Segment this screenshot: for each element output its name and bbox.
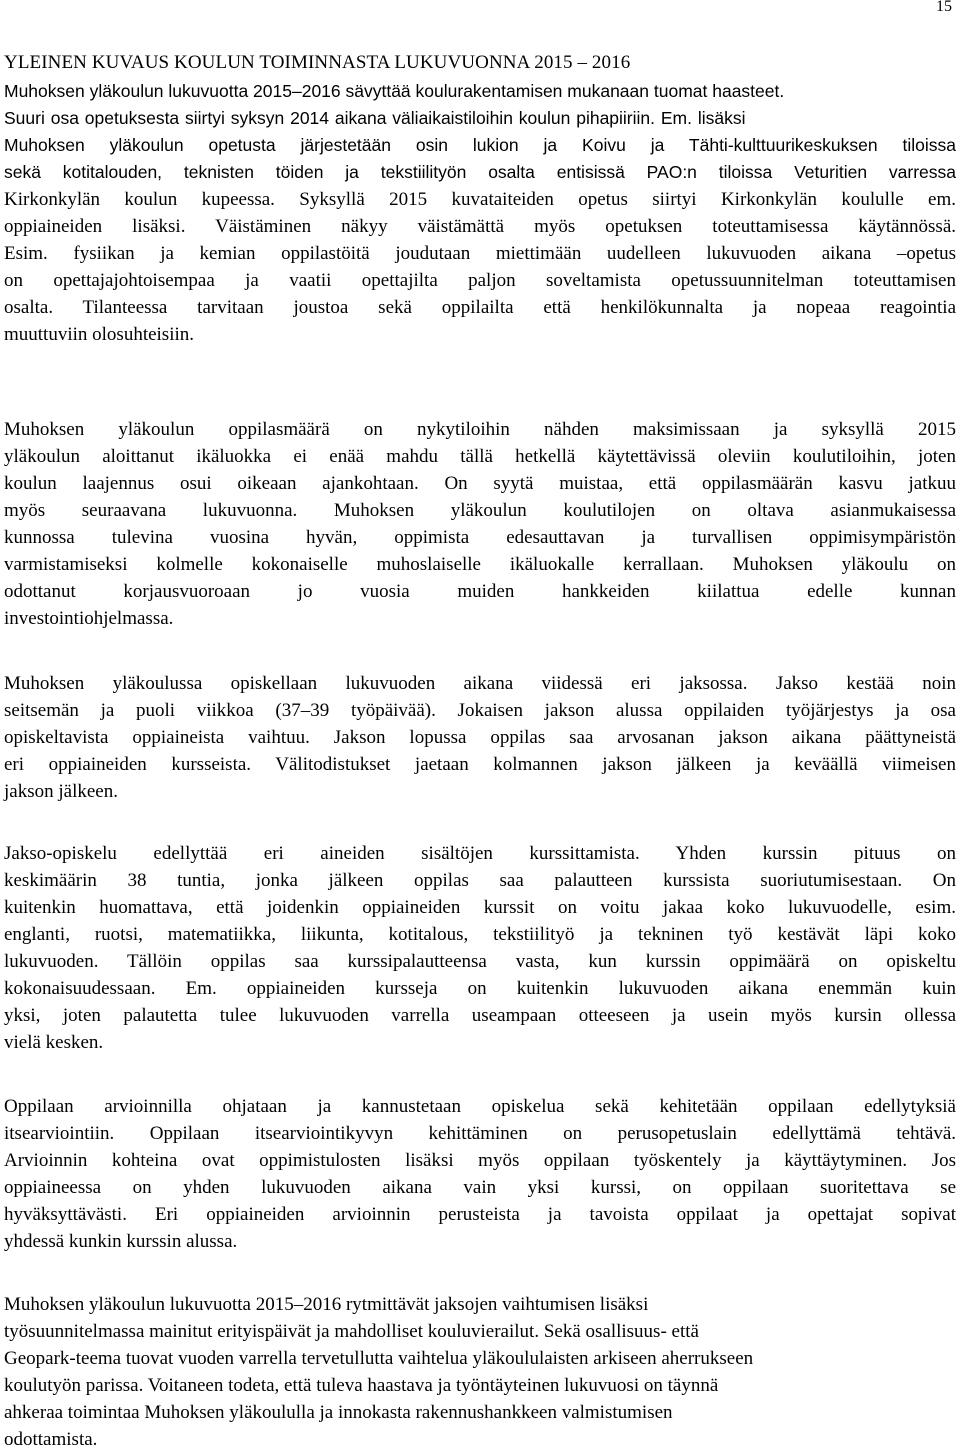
paragraph-line: yhdessä kunkin kurssin alussa. — [4, 1231, 238, 1252]
paragraph-line: osalta. Tilanteessa tarvitaan joustoa sekä oppilailta että henkilökunnalta ja nopeaa reagointia — [4, 297, 956, 318]
paragraph-line: Jakso-opiskelu edellyttää eri aineiden sisältöjen kurssittamista. Yhden kurssin pituus on — [4, 843, 956, 864]
paragraph-line: ahkeraa toimintaa Muhoksen yläkoululla ja innokasta rakennushankkeen valmistumisen — [4, 1402, 673, 1423]
paragraph-line: Muhoksen yläkoulun lukuvuotta 2015–2016 rytmittävät jaksojen vaihtumisen lisäksi — [4, 1294, 649, 1315]
paragraph-line: englanti, ruotsi, matematiikka, liikunta, kotitalous, tekstiilityö ja tekninen työ kestävät läpi koko — [4, 924, 956, 945]
paragraph-line: työsuunnitelmassa mainitut erityispäivät ja mahdolliset kouluvierailut. Sekä osallisuus- että — [4, 1321, 699, 1342]
paragraph-line: Suuri osa opetuksesta siirtyi syksyn 2014 aikana väliaikaistiloihin koulun pihapiiriin. Em. lisäksi — [4, 108, 746, 128]
paragraph-line: Oppilaan arvioinnilla ohjataan ja kannustetaan opiskelua sekä kehitetään oppilaan edellytyksiä — [4, 1096, 956, 1117]
paragraph-line: Kirkonkylän koulun kupeessa. Syksyllä 2015 kuvataiteiden opetus siirtyi Kirkonkylän koululle em. — [4, 189, 956, 210]
paragraph-line: oppiaineiden lisäksi. Väistäminen näkyy väistämättä myös opetuksen toteuttamisessa käytännössä. — [4, 216, 956, 237]
paragraph-line: koulutyön parissa. Voitaneen todeta, että tuleva haastava ja työntäyteinen lukuvuosi on täynnä — [4, 1375, 719, 1396]
paragraph-line: kunnossa tulevina vuosina hyvän, oppimista edesauttavan ja turvallisen oppimisympäristön — [4, 527, 956, 548]
paragraph-line: lukuvuoden. Tällöin oppilas saa kurssipalautteensa vasta, kun kurssin oppimäärä on opiskeltu — [4, 951, 956, 972]
paragraph-line: Muhoksen yläkoulun opetusta järjestetään osin lukion ja Koivu ja Tähti-kulttuurikeskuksen tiloissa — [4, 135, 956, 155]
paragraph-line: on opettajajohtoisempaa ja vaatii opettajilta paljon soveltamista opetussuunnitelman toteuttamisen — [4, 270, 956, 291]
paragraph-assessment — [4, 1093, 956, 1255]
paragraph-line: kuitenkin huomattava, että joidenkin oppiaineiden kurssit on voitu jakaa koko lukuvuodelle, esim. — [4, 897, 956, 918]
paragraph-line: investointiohjelmassa. — [4, 608, 174, 629]
paragraph-line: Muhoksen yläkoulun oppilasmäärä on nykytiloihin nähden maksimissaan ja syksyllä 2015 — [4, 419, 956, 440]
page-title: YLEINEN KUVAUS KOULUN TOIMINNASTA LUKUVUONNA 2015 – 2016 — [4, 52, 631, 73]
paragraph-line: eri oppiaineiden kursseista. Välitodistukset jaetaan kolmannen jakson jälkeen ja keväällä viimeisen — [4, 754, 956, 775]
paragraph-line: muuttuviin olosuhteisiin. — [4, 324, 195, 345]
page-number: 15 — [936, 0, 952, 15]
paragraph-line: oppiaineessa on yhden lukuvuoden aikana vain yksi kurssi, on oppilaan suoritettava se — [4, 1177, 956, 1198]
paragraph-line: Muhoksen yläkoulussa opiskellaan lukuvuoden aikana viidessä eri jaksossa. Jakso kestää noin — [4, 673, 956, 694]
paragraph-line: Arvioinnin kohteina ovat oppimistulosten lisäksi myös oppilaan työskentely ja käyttäytyminen. Jos — [4, 1150, 956, 1171]
paragraph-line: kokonaisuudessaan. Em. oppiaineiden kursseja on kuitenkin lukuvuoden aikana enemmän kuin — [4, 978, 956, 999]
paragraph-school-year-rhythm — [4, 1291, 956, 1453]
paragraph-line: odottamista. — [4, 1429, 98, 1450]
paragraph-line: hyväksyttävästi. Eri oppiaineiden arvioinnin perusteista ja tavoista oppilaat ja opettajat sopivat — [4, 1204, 956, 1225]
paragraph-line: opiskeltavista oppiaineista vaihtuu. Jakson lopussa oppilas saa arvosanan jakson aikana päättyneistä — [4, 727, 956, 748]
paragraph-line: jakson jälkeen. — [4, 781, 118, 802]
paragraph-line: Muhoksen yläkoulun lukuvuotta 2015–2016 sävyttää koulurakentamisen mukanaan tuomat haasteet. — [4, 81, 785, 101]
paragraph-line: varmistamiseksi kolmelle kokonaiselle muhoslaiselle ikäluokalle kerrallaan. Muhoksen yläkoulu on — [4, 554, 956, 575]
paragraph-student-numbers — [4, 416, 956, 632]
paragraph-line: Geopark-teema tuovat vuoden varrella tervetullutta vaihtelua yläkoululaisten arkiseen aherrukseen — [4, 1348, 754, 1369]
paragraph-courses — [4, 840, 956, 1056]
paragraph-school-renovation — [4, 78, 956, 348]
paragraph-line: seitsemän ja puoli viikkoa (37–39 työpäivää). Jokaisen jakson alussa oppilaiden työjärjestys ja osa — [4, 700, 956, 721]
paragraph-line: myös seuraavana lukuvuonna. Muhoksen yläkoulun koulutilojen on oltava asianmukaisessa — [4, 500, 956, 521]
paragraph-line: odottanut korjausvuoroaan jo vuosia muiden hankkeiden kiilattua edelle kunnan — [4, 581, 956, 602]
paragraph-line: yksi, joten palautetta tulee lukuvuoden varrella useampaan otteeseen ja usein myös kursin ollessa — [4, 1005, 956, 1026]
paragraph-line: vielä kesken. — [4, 1032, 104, 1053]
paragraph-line: koulun laajennus osui oikeaan ajankohtaan. On syytä muistaa, että oppilasmäärän kasvu jatkuu — [4, 473, 956, 494]
paragraph-line: keskimäärin 38 tuntia, jonka jälkeen oppilas saa palautteen kurssista suoriutumisestaan. On — [4, 870, 956, 891]
paragraph-periods — [4, 670, 956, 805]
paragraph-line: Esim. fysiikan ja kemian oppilastöitä joudutaan miettimään uudelleen lukuvuoden aikana –opetus — [4, 243, 956, 264]
paragraph-line: itsearviointiin. Oppilaan itsearviointikyvyn kehittäminen on perusopetuslain edellyttämä tehtävä. — [4, 1123, 956, 1144]
paragraph-line: sekä kotitalouden, teknisten töiden ja tekstiilityön osalta entisissä PAO:n tiloissa Veturitien varressa — [4, 162, 956, 182]
paragraph-line: yläkoulun aloittanut ikäluokka ei enää mahdu tällä hetkellä käytettävissä oleviin koulutiloihin, joten — [4, 446, 956, 467]
